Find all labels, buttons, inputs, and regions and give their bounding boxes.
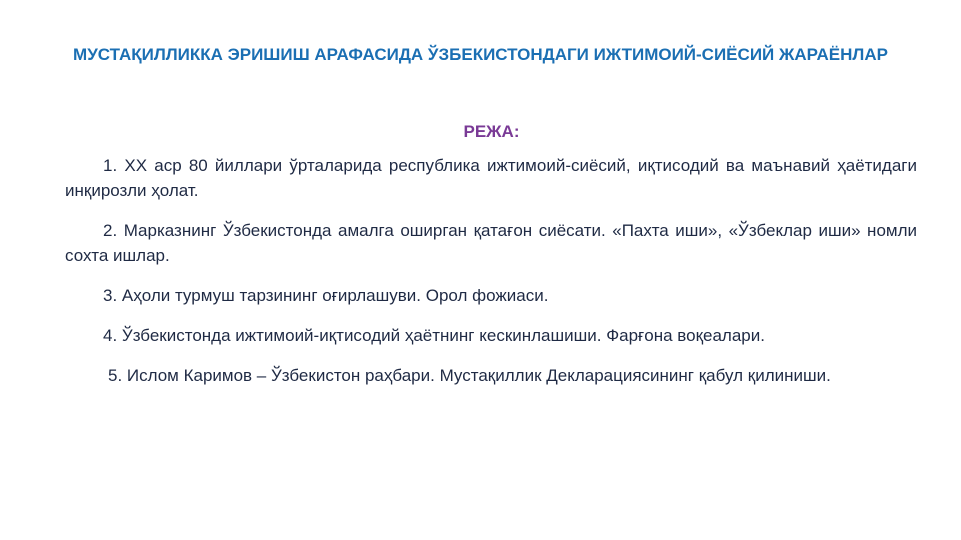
plan-item-1: 1. ХХ аср 80 йиллари ўрталарида республика ижтимоий-сиёсий, иқтисодий ва маънавий ҳаётидаги инқирозли ҳолат. [65,156,917,200]
plan-heading: РЕЖА: [463,122,520,141]
plan-item-3: 3. Аҳоли турмуш тарзининг оғирлашуви. Орол фожиаси. [103,286,549,305]
plan-item-2: 2. Марказнинг Ўзбекистонда амалга оширган қатағон сиёсати. «Пахта иши», «Ўзбеклар иши» номли сохта ишлар. [65,221,917,265]
plan-item-5: 5. Ислом Каримов – Ўзбекистон раҳбари. Мустақиллик Декларациясининг қабул қилиниши. [108,366,831,385]
slide-title: МУСТАҚИЛЛИККА ЭРИШИШ АРАФАСИДА ЎЗБЕКИСТОНДАГИ ИЖТИМОИЙ-СИЁСИЙ ЖАРАЁНЛАР [73,45,888,64]
plan-list [65,153,917,403]
plan-item-4: 4. Ўзбекистонда ижтимоий-иқтисодий ҳаётнинг кескинлашиши. Фарғона воқеалари. [103,326,765,345]
